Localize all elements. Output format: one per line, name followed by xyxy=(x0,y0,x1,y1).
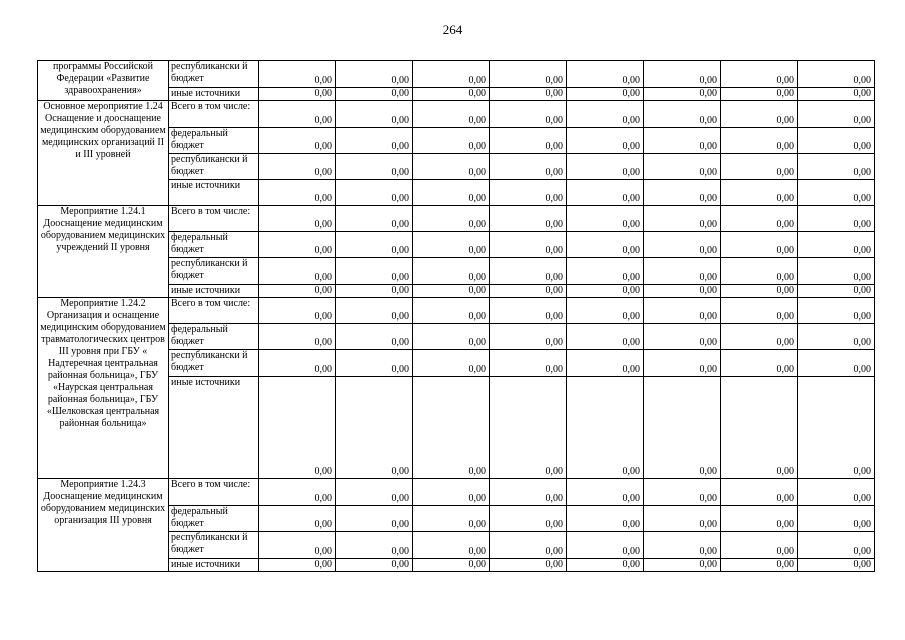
amount-cell: 0,00 xyxy=(644,232,721,258)
amount-cell: 0,00 xyxy=(259,206,336,232)
amount-cell: 0,00 xyxy=(259,88,336,101)
funding-source: Всего в том числе: xyxy=(169,479,259,506)
amount-cell: 0,00 xyxy=(798,479,875,506)
amount-cell: 0,00 xyxy=(490,101,567,128)
amount-cell: 0,00 xyxy=(336,324,413,350)
amount-cell: 0,00 xyxy=(336,61,413,88)
amount-cell: 0,00 xyxy=(490,350,567,377)
amount-cell: 0,00 xyxy=(259,479,336,506)
amount-cell: 0,00 xyxy=(490,479,567,506)
amount-cell: 0,00 xyxy=(413,101,490,128)
amount-cell: 0,00 xyxy=(413,258,490,285)
amount-cell: 0,00 xyxy=(567,350,644,377)
amount-cell: 0,00 xyxy=(721,532,798,559)
amount-cell: 0,00 xyxy=(413,88,490,101)
amount-cell: 0,00 xyxy=(413,154,490,180)
amount-cell: 0,00 xyxy=(490,180,567,206)
amount-cell: 0,00 xyxy=(798,506,875,532)
amount-cell: 0,00 xyxy=(490,88,567,101)
amount-cell: 0,00 xyxy=(644,479,721,506)
amount-cell: 0,00 xyxy=(721,350,798,377)
amount-cell: 0,00 xyxy=(567,258,644,285)
amount-cell: 0,00 xyxy=(798,298,875,324)
amount-cell: 0,00 xyxy=(798,61,875,88)
amount-cell: 0,00 xyxy=(413,350,490,377)
amount-cell: 0,00 xyxy=(721,128,798,154)
funding-source: федеральный бюджет xyxy=(169,324,259,350)
amount-cell: 0,00 xyxy=(567,232,644,258)
amount-cell: 0,00 xyxy=(336,532,413,559)
amount-cell: 0,00 xyxy=(721,506,798,532)
table-row xyxy=(38,479,875,506)
funding-source: республикански й бюджет xyxy=(169,350,259,377)
amount-cell: 0,00 xyxy=(644,350,721,377)
amount-cell: 0,00 xyxy=(644,285,721,298)
funding-source: Всего в том числе: xyxy=(169,206,259,232)
funding-source: иные источники xyxy=(169,377,259,479)
amount-cell: 0,00 xyxy=(798,154,875,180)
amount-cell: 0,00 xyxy=(567,559,644,572)
amount-cell: 0,00 xyxy=(490,377,567,479)
amount-cell: 0,00 xyxy=(336,232,413,258)
amount-cell: 0,00 xyxy=(490,324,567,350)
amount-cell: 0,00 xyxy=(490,258,567,285)
amount-cell: 0,00 xyxy=(259,506,336,532)
amount-cell: 0,00 xyxy=(336,285,413,298)
amount-cell: 0,00 xyxy=(259,559,336,572)
amount-cell: 0,00 xyxy=(644,532,721,559)
amount-cell: 0,00 xyxy=(336,298,413,324)
amount-cell: 0,00 xyxy=(336,128,413,154)
amount-cell: 0,00 xyxy=(798,88,875,101)
amount-cell: 0,00 xyxy=(721,180,798,206)
amount-cell: 0,00 xyxy=(336,180,413,206)
activity-name: программы Российской Федерации «Развитие здравоохранения» xyxy=(38,61,169,101)
amount-cell: 0,00 xyxy=(490,506,567,532)
amount-cell: 0,00 xyxy=(721,377,798,479)
amount-cell: 0,00 xyxy=(798,180,875,206)
amount-cell: 0,00 xyxy=(644,128,721,154)
amount-cell: 0,00 xyxy=(336,206,413,232)
amount-cell: 0,00 xyxy=(721,479,798,506)
amount-cell: 0,00 xyxy=(336,559,413,572)
table-row xyxy=(38,206,875,232)
amount-cell: 0,00 xyxy=(413,532,490,559)
amount-cell: 0,00 xyxy=(721,559,798,572)
amount-cell: 0,00 xyxy=(259,258,336,285)
amount-cell: 0,00 xyxy=(644,506,721,532)
amount-cell: 0,00 xyxy=(721,61,798,88)
amount-cell: 0,00 xyxy=(413,479,490,506)
amount-cell: 0,00 xyxy=(798,324,875,350)
amount-cell: 0,00 xyxy=(413,377,490,479)
funding-source: республикански й бюджет xyxy=(169,154,259,180)
amount-cell: 0,00 xyxy=(798,128,875,154)
funding-source: иные источники xyxy=(169,88,259,101)
funding-source: иные источники xyxy=(169,180,259,206)
funding-source: республикански й бюджет xyxy=(169,532,259,559)
amount-cell: 0,00 xyxy=(721,324,798,350)
activity-name: Мероприятие 1.24.3 Дооснащение медицинским оборудованием медицинских организация III уровня xyxy=(38,479,169,572)
amount-cell: 0,00 xyxy=(336,258,413,285)
amount-cell: 0,00 xyxy=(721,154,798,180)
amount-cell: 0,00 xyxy=(336,506,413,532)
funding-source: федеральный бюджет xyxy=(169,506,259,532)
amount-cell: 0,00 xyxy=(644,61,721,88)
amount-cell: 0,00 xyxy=(567,479,644,506)
table-row xyxy=(38,298,875,324)
amount-cell: 0,00 xyxy=(490,154,567,180)
amount-cell: 0,00 xyxy=(259,101,336,128)
table-row xyxy=(38,61,875,88)
amount-cell: 0,00 xyxy=(490,128,567,154)
amount-cell: 0,00 xyxy=(721,206,798,232)
amount-cell: 0,00 xyxy=(798,559,875,572)
funding-source: иные источники xyxy=(169,285,259,298)
amount-cell: 0,00 xyxy=(644,154,721,180)
funding-source: иные источники xyxy=(169,559,259,572)
amount-cell: 0,00 xyxy=(798,285,875,298)
amount-cell: 0,00 xyxy=(644,101,721,128)
amount-cell: 0,00 xyxy=(490,559,567,572)
amount-cell: 0,00 xyxy=(259,377,336,479)
amount-cell: 0,00 xyxy=(798,206,875,232)
amount-cell: 0,00 xyxy=(413,506,490,532)
amount-cell: 0,00 xyxy=(644,377,721,479)
activity-name: Основное мероприятие 1.24 Оснащение и дооснащение медицинским оборудованием медицинских организаций II и III уровней xyxy=(38,101,169,206)
amount-cell: 0,00 xyxy=(413,61,490,88)
table-row xyxy=(38,101,875,128)
amount-cell: 0,00 xyxy=(567,506,644,532)
amount-cell: 0,00 xyxy=(490,61,567,88)
amount-cell: 0,00 xyxy=(490,298,567,324)
amount-cell: 0,00 xyxy=(259,285,336,298)
amount-cell: 0,00 xyxy=(490,206,567,232)
amount-cell: 0,00 xyxy=(259,324,336,350)
amount-cell: 0,00 xyxy=(259,350,336,377)
amount-cell: 0,00 xyxy=(413,128,490,154)
amount-cell: 0,00 xyxy=(336,377,413,479)
funding-source: республикански й бюджет xyxy=(169,258,259,285)
amount-cell: 0,00 xyxy=(413,559,490,572)
amount-cell: 0,00 xyxy=(259,61,336,88)
amount-cell: 0,00 xyxy=(259,298,336,324)
amount-cell: 0,00 xyxy=(567,285,644,298)
amount-cell: 0,00 xyxy=(644,180,721,206)
amount-cell: 0,00 xyxy=(721,232,798,258)
amount-cell: 0,00 xyxy=(413,206,490,232)
budget-table xyxy=(37,60,875,572)
funding-source: Всего в том числе: xyxy=(169,101,259,128)
amount-cell: 0,00 xyxy=(721,285,798,298)
amount-cell: 0,00 xyxy=(721,88,798,101)
amount-cell: 0,00 xyxy=(644,258,721,285)
activity-name: Мероприятие 1.24.1 Дооснащение медицинским оборудованием медицинских учреждений II уровня xyxy=(38,206,169,298)
amount-cell: 0,00 xyxy=(721,298,798,324)
amount-cell: 0,00 xyxy=(490,285,567,298)
amount-cell: 0,00 xyxy=(644,88,721,101)
funding-source: федеральный бюджет xyxy=(169,128,259,154)
funding-source: федеральный бюджет xyxy=(169,232,259,258)
amount-cell: 0,00 xyxy=(413,232,490,258)
amount-cell: 0,00 xyxy=(721,258,798,285)
amount-cell: 0,00 xyxy=(798,377,875,479)
amount-cell: 0,00 xyxy=(259,180,336,206)
funding-source: Всего в том числе: xyxy=(169,298,259,324)
amount-cell: 0,00 xyxy=(567,88,644,101)
amount-cell: 0,00 xyxy=(336,88,413,101)
amount-cell: 0,00 xyxy=(490,232,567,258)
amount-cell: 0,00 xyxy=(644,324,721,350)
amount-cell: 0,00 xyxy=(798,532,875,559)
amount-cell: 0,00 xyxy=(259,154,336,180)
amount-cell: 0,00 xyxy=(567,298,644,324)
amount-cell: 0,00 xyxy=(644,559,721,572)
amount-cell: 0,00 xyxy=(413,324,490,350)
amount-cell: 0,00 xyxy=(567,61,644,88)
amount-cell: 0,00 xyxy=(721,101,798,128)
amount-cell: 0,00 xyxy=(567,377,644,479)
amount-cell: 0,00 xyxy=(413,180,490,206)
amount-cell: 0,00 xyxy=(644,206,721,232)
amount-cell: 0,00 xyxy=(644,298,721,324)
amount-cell: 0,00 xyxy=(567,324,644,350)
amount-cell: 0,00 xyxy=(567,206,644,232)
amount-cell: 0,00 xyxy=(567,101,644,128)
amount-cell: 0,00 xyxy=(567,154,644,180)
amount-cell: 0,00 xyxy=(798,101,875,128)
amount-cell: 0,00 xyxy=(567,180,644,206)
amount-cell: 0,00 xyxy=(336,479,413,506)
amount-cell: 0,00 xyxy=(567,532,644,559)
amount-cell: 0,00 xyxy=(798,350,875,377)
amount-cell: 0,00 xyxy=(259,532,336,559)
amount-cell: 0,00 xyxy=(413,285,490,298)
amount-cell: 0,00 xyxy=(336,101,413,128)
amount-cell: 0,00 xyxy=(567,128,644,154)
page-number: 264 xyxy=(442,22,463,37)
amount-cell: 0,00 xyxy=(336,350,413,377)
funding-source: республикански й бюджет xyxy=(169,61,259,88)
amount-cell: 0,00 xyxy=(413,298,490,324)
amount-cell: 0,00 xyxy=(490,532,567,559)
activity-name: Мероприятие 1.24.2 Организация и оснащение медицинским оборудованием травматологических центров III уровня при ГБУ « Надтеречная центральная районная больница», ГБУ «Наурская центральная районная больница», ГБУ «Шелковская центральная районная больница» xyxy=(38,298,169,479)
amount-cell: 0,00 xyxy=(798,258,875,285)
amount-cell: 0,00 xyxy=(259,232,336,258)
amount-cell: 0,00 xyxy=(259,128,336,154)
amount-cell: 0,00 xyxy=(798,232,875,258)
amount-cell: 0,00 xyxy=(336,154,413,180)
